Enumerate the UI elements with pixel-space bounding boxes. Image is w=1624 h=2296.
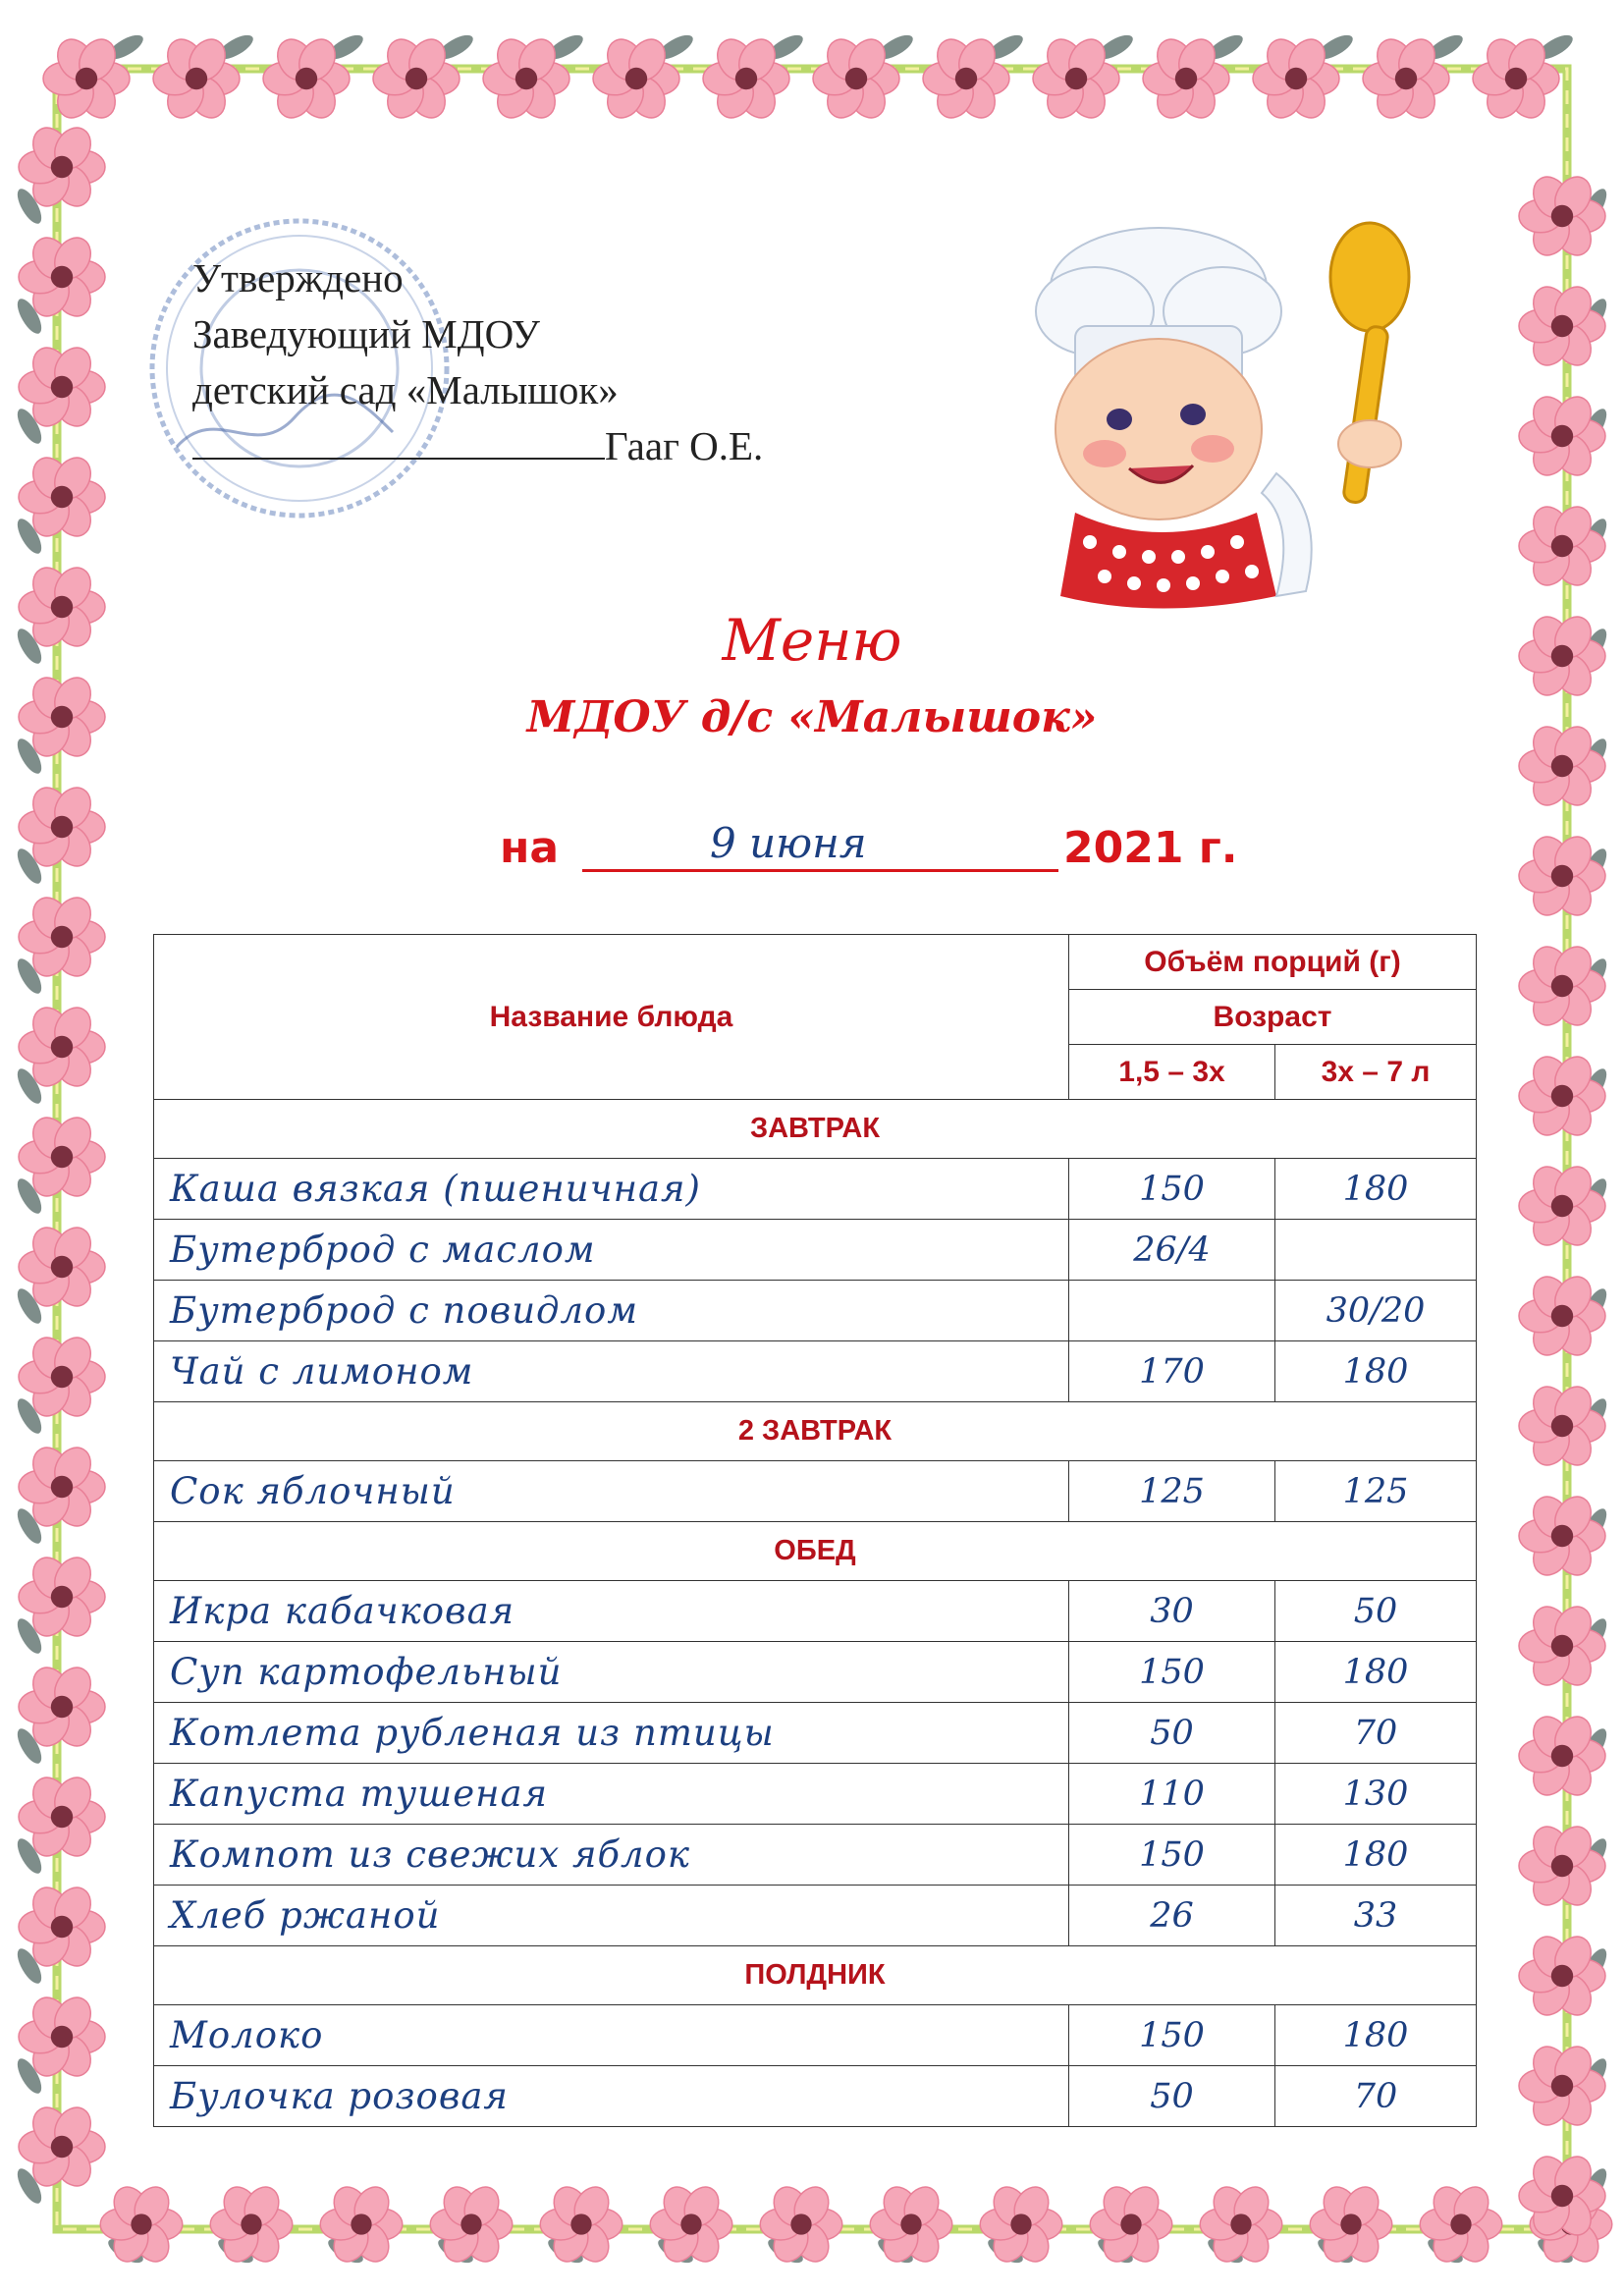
table-row <box>154 1764 1477 1825</box>
approval-signer: Гааг О.Е. <box>605 423 764 468</box>
dish-name: Суп картофельный <box>154 1642 1069 1703</box>
table-row <box>154 2005 1477 2066</box>
section-header: ОБЕД <box>154 1522 1477 1581</box>
table-row <box>154 1703 1477 1764</box>
approval-line-1: Утверждено <box>192 255 404 301</box>
col-header-age: Возраст <box>1069 990 1477 1045</box>
portion-age-1: 125 <box>1069 1461 1275 1522</box>
table-row <box>154 2066 1477 2127</box>
table-row <box>154 1825 1477 1886</box>
table-row <box>154 1581 1477 1642</box>
dish-name: Каша вязкая (пшеничная) <box>154 1159 1069 1220</box>
dish-name: Икра кабачковая <box>154 1581 1069 1642</box>
approval-block <box>192 250 763 474</box>
portion-age-2: 70 <box>1275 1703 1477 1764</box>
portion-age-2 <box>1275 1220 1477 1281</box>
portion-age-2: 33 <box>1275 1886 1477 1946</box>
section-header: ПОЛДНИК <box>154 1946 1477 2005</box>
section-header: ЗАВТРАК <box>154 1100 1477 1159</box>
col-header-volume: Объём порций (г) <box>1069 935 1477 990</box>
portion-age-2: 30/20 <box>1275 1281 1477 1341</box>
chef-boy-illustration <box>982 218 1443 611</box>
portion-age-2: 70 <box>1275 2066 1477 2127</box>
dish-name: Бутерброд с повидлом <box>154 1281 1069 1341</box>
date-line <box>496 819 1242 892</box>
date-prefix: на <box>500 823 560 873</box>
portion-age-1: 110 <box>1069 1764 1275 1825</box>
table-row <box>154 1159 1477 1220</box>
table-row <box>154 1220 1477 1281</box>
portion-age-2: 180 <box>1275 1825 1477 1886</box>
portion-age-1: 170 <box>1069 1341 1275 1402</box>
portion-age-2: 180 <box>1275 1159 1477 1220</box>
portion-age-1: 50 <box>1069 1703 1275 1764</box>
table-row <box>154 1886 1477 1946</box>
date-value: 9 июня <box>710 819 867 867</box>
dish-name: Сок яблочный <box>154 1461 1069 1522</box>
col-header-age-1: 1,5 – 3х <box>1069 1045 1275 1100</box>
portion-age-1 <box>1069 1281 1275 1341</box>
table-row <box>154 1642 1477 1703</box>
dish-name: Бутерброд с маслом <box>154 1220 1069 1281</box>
portion-age-1: 150 <box>1069 2005 1275 2066</box>
signature-line <box>192 418 605 460</box>
portion-age-2: 125 <box>1275 1461 1477 1522</box>
dish-name: Котлета рубленая из птицы <box>154 1703 1069 1764</box>
table-row <box>154 1281 1477 1341</box>
dish-name: Компот из свежих яблок <box>154 1825 1069 1886</box>
page-title: Меню <box>722 607 902 674</box>
portion-age-1: 30 <box>1069 1581 1275 1642</box>
portion-age-1: 26/4 <box>1069 1220 1275 1281</box>
approval-line-2: Заведующий МДОУ <box>192 311 540 356</box>
portion-age-1: 26 <box>1069 1886 1275 1946</box>
col-header-age-2: 3х – 7 л <box>1275 1045 1477 1100</box>
approval-line-3: детский сад «Малышок» <box>192 367 619 412</box>
portion-age-2: 180 <box>1275 2005 1477 2066</box>
menu-table <box>153 934 1477 2127</box>
dish-name: Молоко <box>154 2005 1069 2066</box>
page-subtitle: МДОУ д/с «Малышок» <box>526 692 1098 742</box>
table-row <box>154 1461 1477 1522</box>
dish-name: Булочка розовая <box>154 2066 1069 2127</box>
portion-age-1: 150 <box>1069 1159 1275 1220</box>
portion-age-1: 150 <box>1069 1642 1275 1703</box>
col-header-name: Название блюда <box>154 935 1069 1100</box>
portion-age-1: 50 <box>1069 2066 1275 2127</box>
portion-age-2: 180 <box>1275 1642 1477 1703</box>
date-suffix: 2021 г. <box>1063 823 1238 873</box>
dish-name: Капуста тушеная <box>154 1764 1069 1825</box>
dish-name: Хлеб ржаной <box>154 1886 1069 1946</box>
portion-age-2: 180 <box>1275 1341 1477 1402</box>
table-row <box>154 1341 1477 1402</box>
section-header: 2 ЗАВТРАК <box>154 1402 1477 1461</box>
portion-age-2: 130 <box>1275 1764 1477 1825</box>
portion-age-2: 50 <box>1275 1581 1477 1642</box>
dish-name: Чай с лимоном <box>154 1341 1069 1402</box>
portion-age-1: 150 <box>1069 1825 1275 1886</box>
date-underline <box>582 869 1058 872</box>
